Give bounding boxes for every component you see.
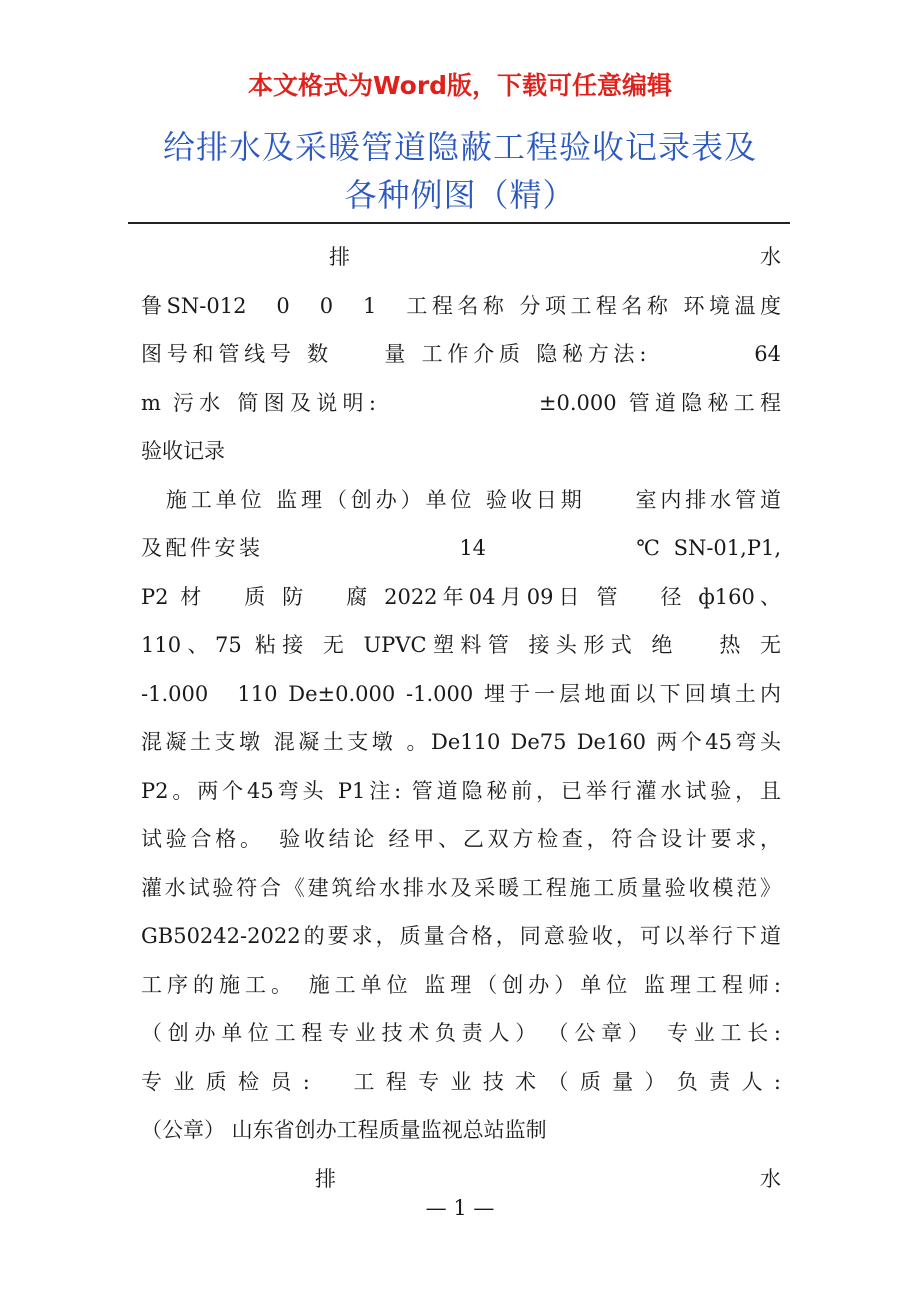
- body-line-12: P2。两个45弯头 P1注: 管道隐秘前，已举行灌水试验，且: [141, 778, 781, 803]
- body-line-16: 工序的施工。 施工单位 监理（创办）单位 监理工程师:: [141, 972, 781, 997]
- body-line-10: -1.000 110 De±0.000 -1.000 埋于一层地面以下回填土内: [141, 681, 781, 706]
- document-title-line-1: 给排水及采暖管道隐蔽工程验收记录表及: [162, 128, 757, 166]
- body-line-14: 灌水试验符合《建筑给水排水及采暖工程施工质量验收模范》: [141, 875, 781, 900]
- body-line-7: 及配件安装 14 ℃ SN-01,P1,: [141, 536, 781, 560]
- document-title-line-2: 各种例图（精）: [344, 176, 576, 214]
- body-line-1-left: 排: [329, 245, 350, 269]
- download-banner: 本文格式为Word版，下载可任意编辑: [247, 71, 673, 100]
- body-line-20-left: 排: [315, 1166, 336, 1191]
- body-line-17: （创办单位工程专业技术负责人） （公章） 专业工长:: [141, 1021, 781, 1045]
- body-line-9: 110、75 粘接 无 UPVC塑料管 接头形式 绝 热 无: [141, 633, 781, 657]
- body-line-19: （公章） 山东省创办工程质量监视总站监制: [141, 1118, 547, 1142]
- body-line-1-right: 水: [760, 245, 781, 269]
- document-body: [141, 233, 781, 1203]
- body-line-3: 图号和管线号 数 量 工作介质 隐秘方法: 64: [141, 342, 781, 366]
- body-line-5: 验收记录: [141, 439, 225, 463]
- body-line-15: GB50242-2022的要求，质量合格，同意验收，可以举行下道: [141, 924, 781, 948]
- body-line-6: 施工单位 监理（创办）单位 验收日期 室内排水管道: [141, 487, 781, 512]
- body-line-2: 鲁SN-012 0 0 1 工程名称 分项工程名称 环境温度: [141, 293, 781, 318]
- page-number: — 1 —: [425, 1196, 495, 1220]
- body-line-11: 混凝土支墩 混凝土支墩 。De110 De75 De160 两个45弯头: [141, 730, 781, 754]
- body-line-1: [141, 233, 781, 282]
- body-line-4: m 污水 简图及说明: ±0.000 管道隐秘工程: [141, 390, 781, 415]
- body-line-20-right: 水: [760, 1166, 781, 1191]
- body-line-13: 试验合格。 验收结论 经甲、乙双方检查，符合设计要求，: [141, 827, 781, 851]
- body-line-8: P2 材 质 防 腐 2022年04月09日 管 径 ф160、: [141, 584, 781, 609]
- header-divider: [128, 222, 790, 224]
- body-line-18: 专业质检员: 工程专业技术（质量）负责人:: [141, 1069, 781, 1094]
